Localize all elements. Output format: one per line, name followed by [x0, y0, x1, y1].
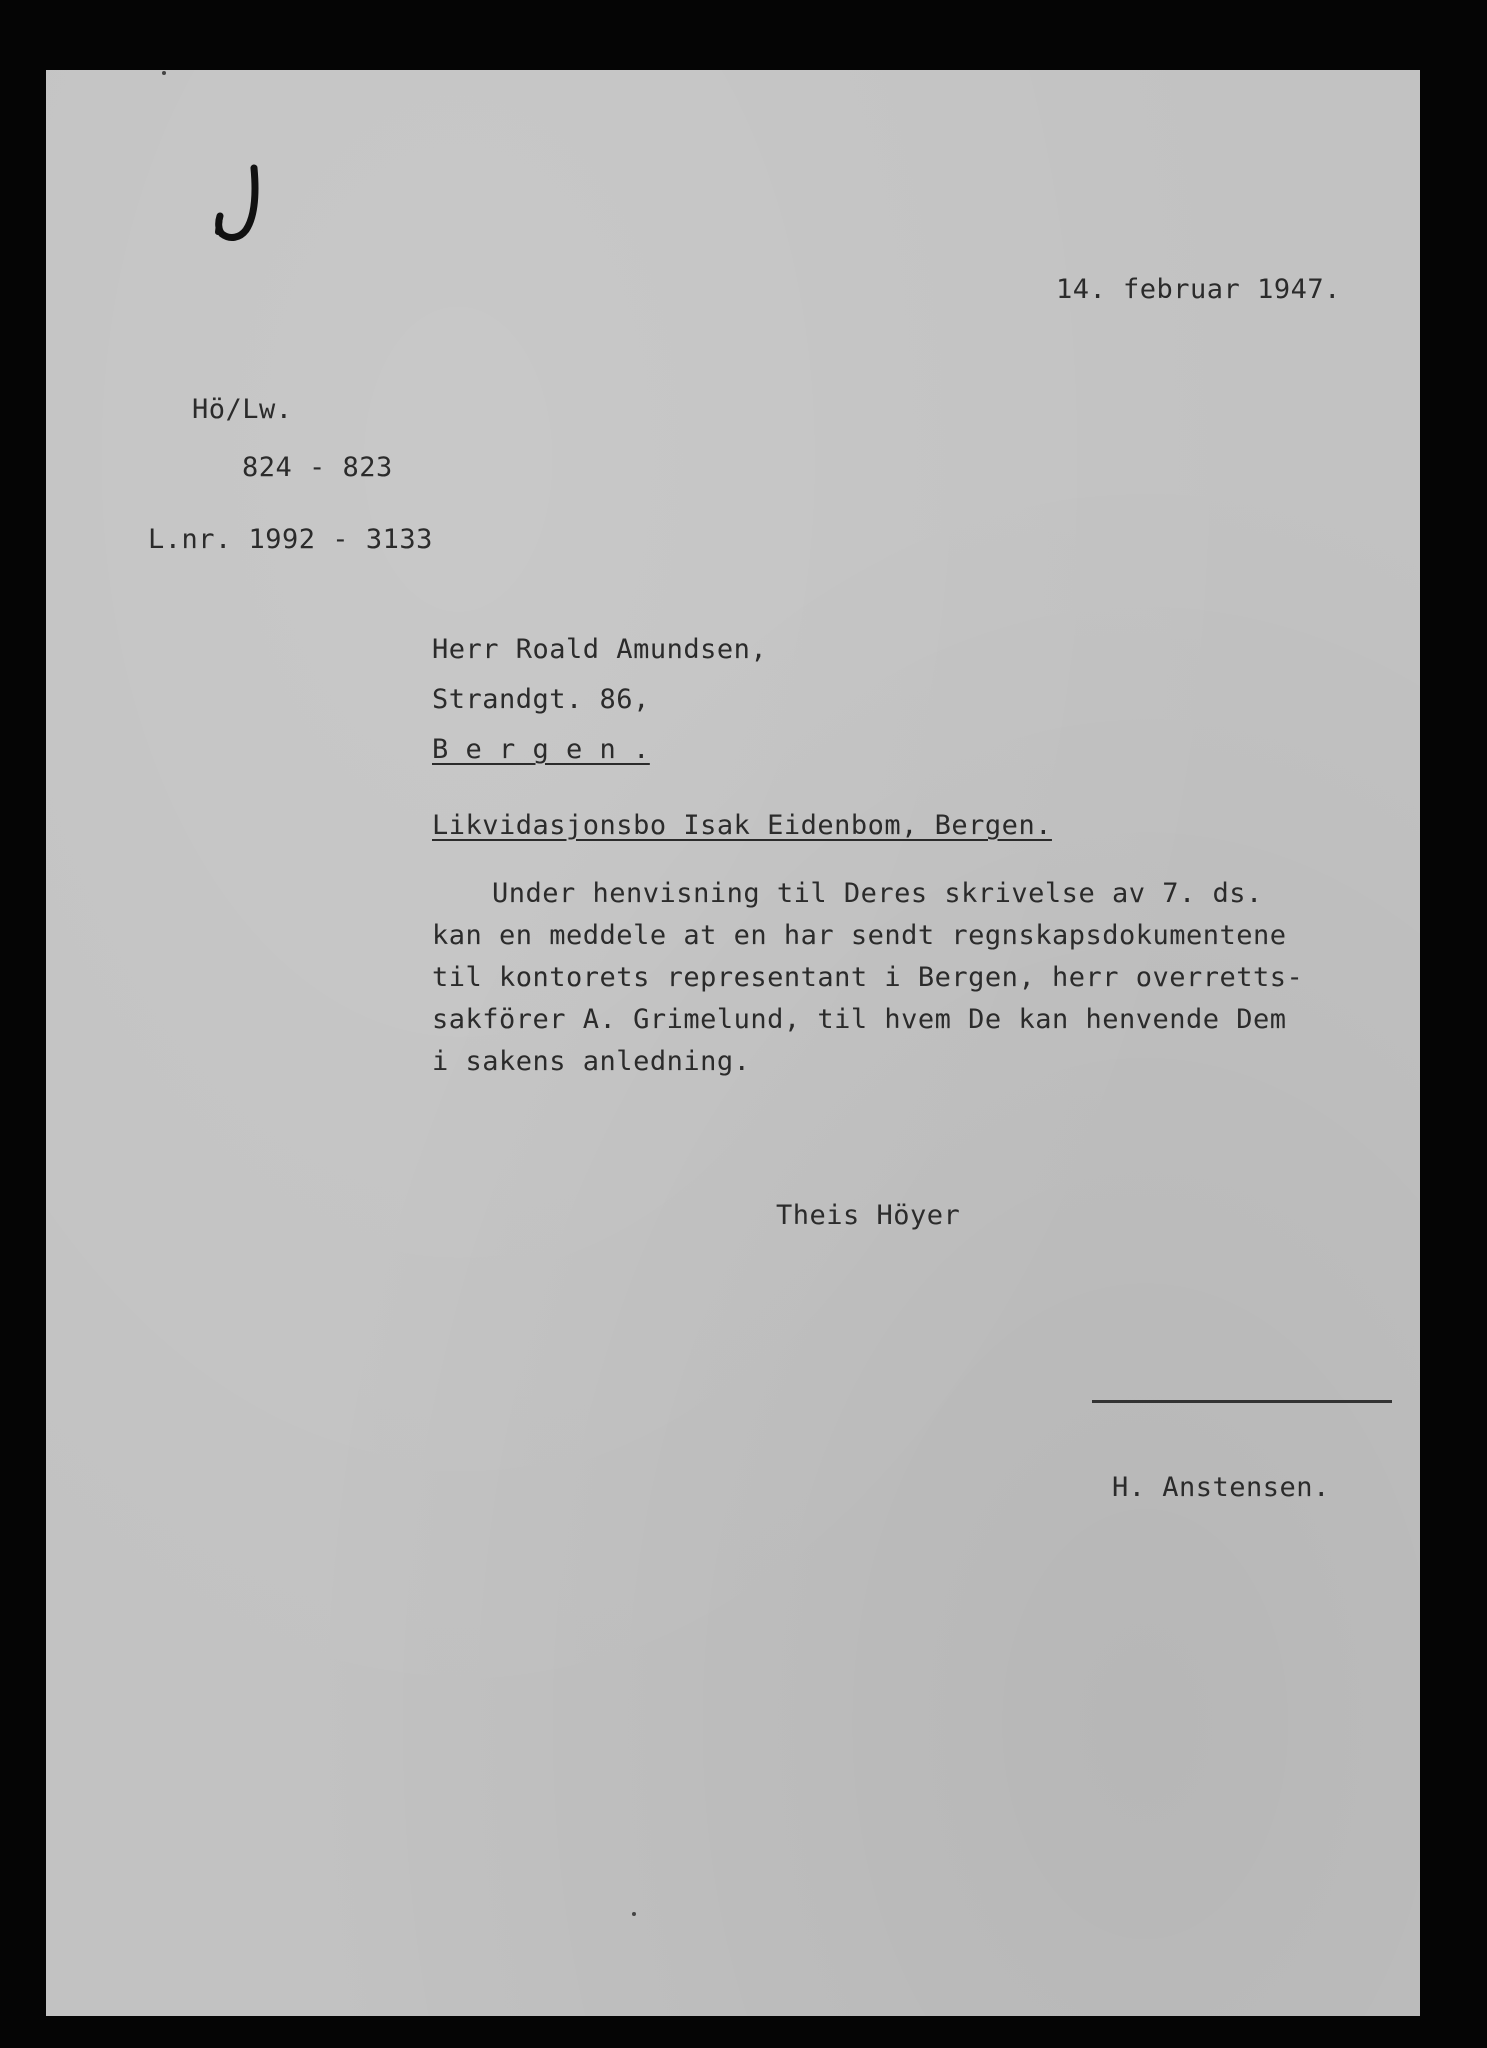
- body-line: til kontorets representant i Bergen, herr overretts-: [432, 962, 1304, 993]
- recipient-street: Strandgt. 86,: [432, 684, 650, 715]
- letter-date: 14. februar 1947.: [1056, 274, 1341, 305]
- recipient-name: Herr Roald Amundsen,: [432, 634, 768, 665]
- subject-line: Likvidasjonsbo Isak Eidenbom, Bergen.: [432, 810, 1052, 841]
- body-line: sakförer A. Grimelund, til hvem De kan henvende Dem: [432, 1004, 1287, 1035]
- letter-page: [46, 70, 1420, 2016]
- recipient-city: B e r g e n .: [432, 734, 650, 765]
- paper-speck: [162, 71, 166, 75]
- signature-name: Theis Höyer: [776, 1200, 961, 1231]
- body-line: Under henvisning til Deres skrivelse av 7. ds.: [492, 878, 1263, 909]
- body-line: kan en meddele at en har sendt regnskapsdokumentene: [432, 920, 1287, 951]
- signature-line: [1092, 1400, 1392, 1403]
- body-line: i sakens anledning.: [432, 1046, 751, 1077]
- reference-initials: Hö/Lw.: [192, 394, 293, 425]
- reference-numbers: 824 - 823: [242, 452, 393, 483]
- handwritten-check-mark-icon: [206, 160, 266, 250]
- journal-number: L.nr. 1992 - 3133: [148, 524, 433, 555]
- paper-speck: [632, 1912, 636, 1916]
- cosigner-name: H. Anstensen.: [1112, 1472, 1330, 1503]
